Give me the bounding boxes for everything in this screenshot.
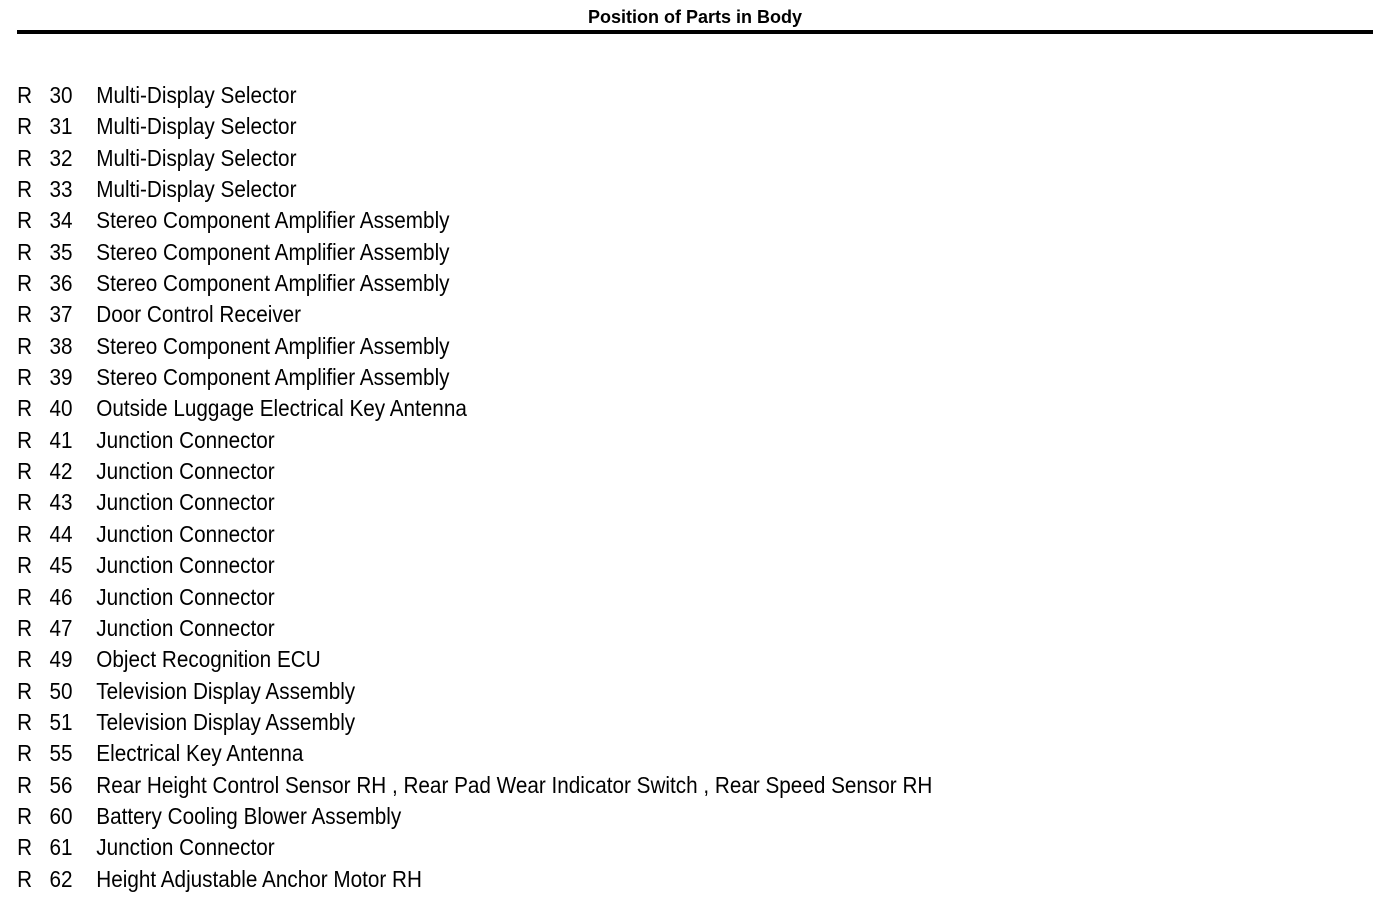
- part-number: 50: [49, 677, 73, 704]
- part-number: 34: [49, 207, 73, 234]
- part-code: R: [17, 646, 33, 673]
- part-name: Television Display Assembly: [96, 677, 356, 704]
- part-code: R: [17, 207, 33, 234]
- part-code: R: [17, 426, 33, 453]
- part-name: Height Adjustable Anchor Motor RH: [96, 865, 422, 892]
- part-number: 61: [49, 834, 73, 861]
- part-number: 62: [49, 865, 73, 892]
- page-title: Position of Parts in Body: [587, 7, 802, 27]
- part-name: Stereo Component Amplifier Assembly: [96, 364, 450, 391]
- part-number: 44: [49, 520, 73, 547]
- part-number: 38: [49, 332, 73, 359]
- part-code: R: [17, 583, 33, 610]
- part-name: Junction Connector: [96, 426, 275, 453]
- part-name: Stereo Component Amplifier Assembly: [96, 207, 450, 234]
- part-number: 37: [49, 301, 73, 328]
- part-code: R: [17, 614, 33, 641]
- part-name: Junction Connector: [96, 520, 275, 547]
- part-code: R: [17, 520, 33, 547]
- part-name: Junction Connector: [96, 583, 275, 610]
- part-code: R: [17, 740, 33, 767]
- part-number: 31: [49, 113, 73, 140]
- part-code: R: [17, 458, 33, 485]
- part-code: R: [17, 708, 33, 735]
- part-name: Multi-Display Selector: [96, 82, 297, 108]
- part-name: Multi-Display Selector: [96, 144, 297, 171]
- part-name: Junction Connector: [96, 552, 275, 579]
- part-number: 33: [49, 176, 73, 203]
- part-code: R: [17, 238, 33, 265]
- title-divider: [17, 30, 1373, 34]
- part-number: 46: [49, 583, 73, 610]
- part-code: R: [17, 301, 33, 328]
- part-code: R: [17, 677, 33, 704]
- part-number: 42: [49, 458, 73, 485]
- part-number: 41: [49, 426, 73, 453]
- part-name: Electrical Key Antenna: [96, 740, 304, 767]
- part-name: Stereo Component Amplifier Assembly: [96, 238, 450, 265]
- part-name: Multi-Display Selector: [96, 176, 297, 203]
- part-name: Junction Connector: [96, 458, 275, 485]
- part-code: R: [17, 865, 33, 892]
- part-number: 47: [49, 614, 73, 641]
- part-code: R: [17, 82, 33, 108]
- part-name: Battery Cooling Blower Assembly: [96, 802, 402, 829]
- part-code: R: [17, 270, 33, 297]
- part-name: Multi-Display Selector: [96, 113, 297, 140]
- part-name: Door Control Receiver: [96, 301, 302, 328]
- part-code: R: [17, 395, 33, 422]
- part-number: 51: [49, 708, 73, 735]
- part-name: Television Display Assembly: [96, 708, 356, 735]
- part-number: 30: [49, 82, 73, 108]
- part-number: 32: [49, 144, 73, 171]
- part-name: Object Recognition ECU: [96, 646, 321, 673]
- part-name: Outside Luggage Electrical Key Antenna: [96, 395, 467, 422]
- part-number: 49: [49, 646, 73, 673]
- part-number: 36: [49, 270, 73, 297]
- part-name: Stereo Component Amplifier Assembly: [96, 332, 450, 359]
- part-number: 40: [49, 395, 73, 422]
- part-name: Rear Height Control Sensor RH , Rear Pad Wear Indicator Switch , Rear Speed Sensor RH: [96, 771, 933, 798]
- part-name: Junction Connector: [96, 614, 275, 641]
- part-code: R: [17, 364, 33, 391]
- part-number: 35: [49, 238, 73, 265]
- part-number: 43: [49, 489, 73, 516]
- part-code: R: [17, 144, 33, 171]
- part-code: R: [17, 771, 33, 798]
- part-number: 60: [49, 802, 73, 829]
- part-number: 55: [49, 740, 73, 767]
- part-code: R: [17, 176, 33, 203]
- part-code: R: [17, 834, 33, 861]
- part-name: Junction Connector: [96, 489, 275, 516]
- part-code: R: [17, 552, 33, 579]
- part-number: 56: [49, 771, 73, 798]
- part-name: Stereo Component Amplifier Assembly: [96, 270, 450, 297]
- part-code: R: [17, 489, 33, 516]
- part-name: Junction Connector: [96, 834, 275, 861]
- part-number: 45: [49, 552, 73, 579]
- part-code: R: [17, 332, 33, 359]
- part-number: 39: [49, 364, 73, 391]
- part-code: R: [17, 113, 33, 140]
- part-code: R: [17, 802, 33, 829]
